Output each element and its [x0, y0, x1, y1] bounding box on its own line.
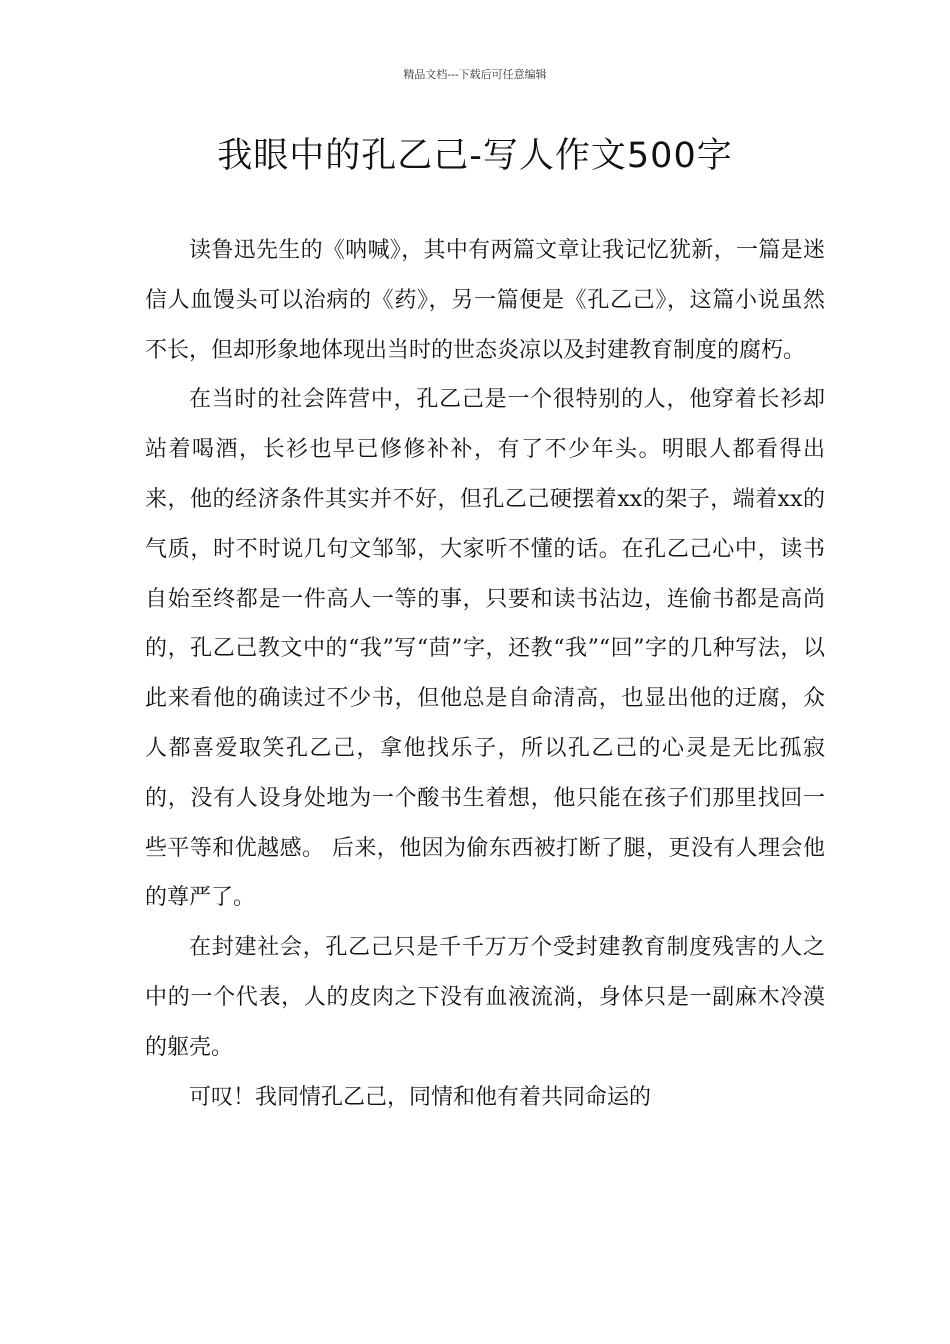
document-body — [145, 226, 825, 1122]
paragraph-4: 可叹！我同情孔乙己，同情和他有着共同命运的 — [189, 1084, 652, 1110]
document-title: 我眼中的孔乙己-写人作文500字 — [217, 136, 733, 176]
paragraph-2: 在当时的社会阵营中，孔乙己是一个很特别的人，他穿着长衫却站着喝酒，长衫也早已修修补补，有了不少年头。明眼人都看得出来，他的经济条件其实并不好，但孔乙己硬摆着xx的架子，端着xx的气质，时不时说几句文邹邹，大家听不懂的话。在孔乙己心中，读书自始至终都是一件高人一等的事，只要和读书沾边，连偷书都是高尚的，孔乙己教文中的“我”写“茴”字，还教“我”“回”字的几种写法，以此来看他的确读过不少书，但他总是自命清高，也显出他的迂腐，众人都喜爱取笑孔乙己，拿他找乐子，所以孔乙己的心灵是无比孤寂的，没有人设身处地为一个酸书生着想，他只能在孩子们那里找回一些平等和优越感。 后来，他因为偷东西被打断了腿，更没有人理会他的尊严了。 — [145, 387, 825, 911]
paragraph-1: 读鲁迅先生的《呐喊》，其中有两篇文章让我记忆犹新，一篇是迷信人血馒头可以治病的《药》，另一篇便是《孔乙己》，这篇小说虽然不长，但却形象地体现出当时的世态炎凉以及封建教育制度的腐朽。 — [145, 238, 825, 363]
paragraph-3: 在封建社会，孔乙己只是千千万万个受封建教育制度残害的人之中的一个代表，人的皮肉之下没有血液流淌，身体只是一副麻木冷漠的躯壳。 — [145, 935, 825, 1060]
header-note: 精品文档---下载后可任意编辑 — [403, 68, 547, 81]
